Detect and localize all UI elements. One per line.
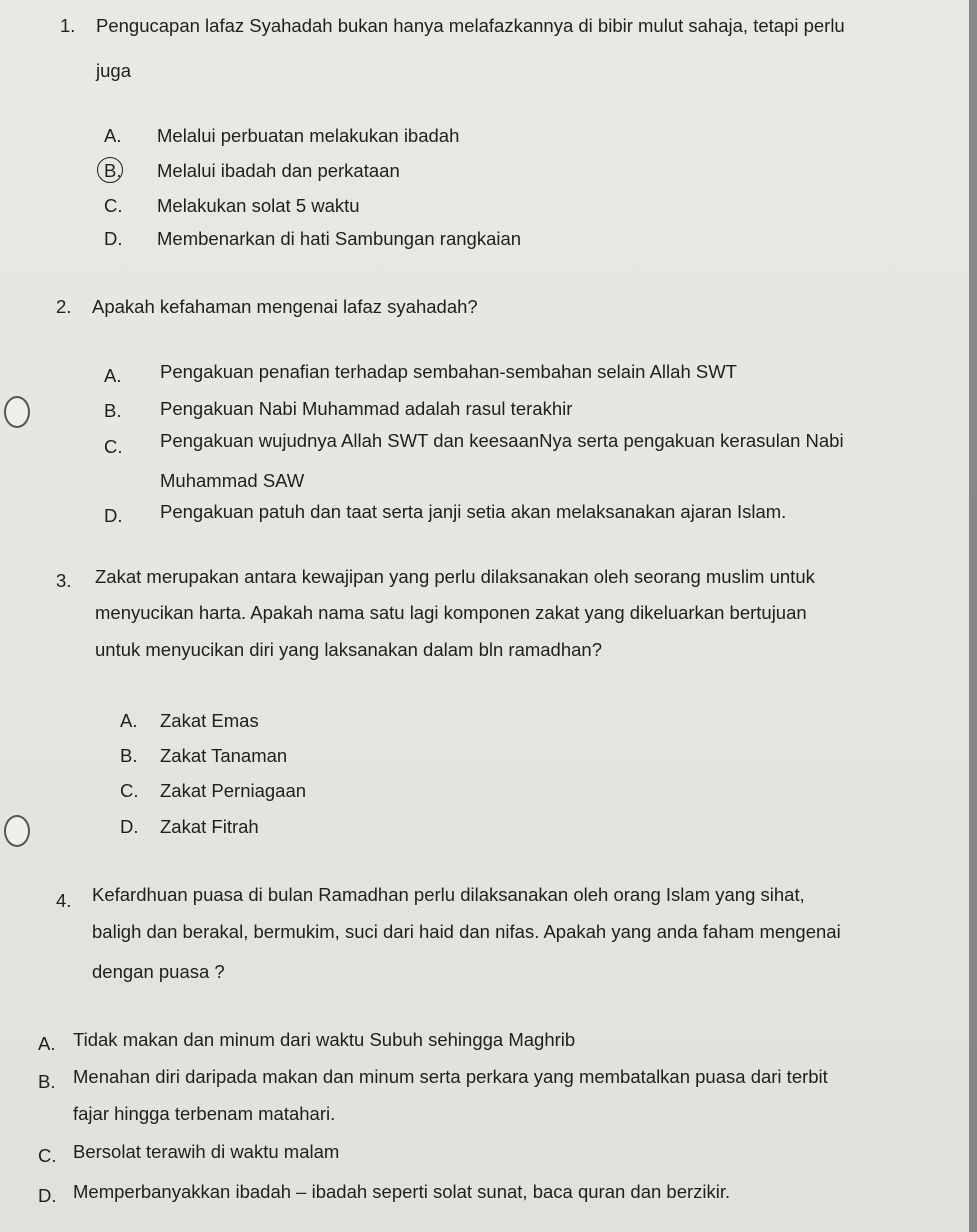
q1-option-a-letter: A. bbox=[104, 125, 122, 146]
q4-option-b-text-line2: fajar hingga terbenam matahari. bbox=[73, 1103, 336, 1124]
q2-option-b-letter: B. bbox=[104, 400, 122, 421]
q4-option-b-text-line1: Menahan diri daripada makan dan minum serta perkara yang membatalkan puasa dari terbit bbox=[73, 1066, 828, 1087]
q3-number: 3. bbox=[56, 570, 72, 591]
q2-option-c-text-line1: Pengakuan wujudnya Allah SWT dan keesaanNya serta pengakuan kerasulan Nabi bbox=[160, 430, 844, 451]
q3-option-b-text: Zakat Tanaman bbox=[160, 745, 288, 766]
q4-option-a-letter: A. bbox=[38, 1033, 56, 1054]
q1-stem-line1: Pengucapan lafaz Syahadah bukan hanya melafazkannya di bibir mulut sahaja, tetapi perlu bbox=[96, 15, 845, 36]
q3-option-d-letter: D. bbox=[120, 816, 139, 837]
q2-option-a-letter: A. bbox=[104, 365, 122, 386]
q4-option-a-text: Tidak makan dan minum dari waktu Subuh sehingga Maghrib bbox=[73, 1029, 576, 1050]
q4-option-d-text: Memperbanyakkan ibadah – ibadah seperti solat sunat, baca quran dan berzikir. bbox=[73, 1181, 731, 1202]
q2-option-b-text: Pengakuan Nabi Muhammad adalah rasul terakhir bbox=[160, 398, 573, 419]
q2-option-d-text: Pengakuan patuh dan taat serta janji setia akan melaksanakan ajaran Islam. bbox=[160, 501, 787, 522]
page-edge-shadow bbox=[969, 0, 977, 1232]
q4-option-c-letter: C. bbox=[38, 1145, 57, 1166]
q3-option-c-text: Zakat Perniagaan bbox=[160, 780, 307, 801]
q3-option-d-text: Zakat Fitrah bbox=[160, 816, 259, 837]
q2-number: 2. bbox=[56, 296, 72, 317]
q1-option-d-text: Membenarkan di hati Sambungan rangkaian bbox=[157, 228, 522, 249]
q2-option-a-text: Pengakuan penafian terhadap sembahan-sembahan selain Allah SWT bbox=[160, 361, 737, 382]
q2-option-d-letter: D. bbox=[104, 505, 123, 526]
q4-option-d-letter: D. bbox=[38, 1185, 57, 1206]
q4-stem-line2: baligh dan berakal, bermukim, suci dari haid dan nifas. Apakah yang anda faham mengenai bbox=[92, 921, 841, 942]
q1-option-c-letter: C. bbox=[104, 195, 123, 216]
q3-option-b-letter: B. bbox=[120, 745, 138, 766]
binder-hole bbox=[4, 396, 30, 428]
q2-option-c-letter: C. bbox=[104, 436, 123, 457]
q1-option-c-text: Melakukan solat 5 waktu bbox=[157, 195, 360, 216]
q1-stem-line2: juga bbox=[96, 60, 131, 81]
q3-stem-line1: Zakat merupakan antara kewajipan yang perlu dilaksanakan oleh seorang muslim untuk bbox=[95, 566, 815, 587]
q1-option-b-letter: B. bbox=[104, 160, 122, 181]
q4-option-c-text: Bersolat terawih di waktu malam bbox=[73, 1141, 340, 1162]
q2-stem-line1: Apakah kefahaman mengenai lafaz syahadah? bbox=[92, 296, 478, 317]
q3-option-a-text: Zakat Emas bbox=[160, 710, 259, 731]
q1-number: 1. bbox=[60, 15, 76, 36]
q3-stem-line2: menyucikan harta. Apakah nama satu lagi komponen zakat yang dikeluarkan bertujuan bbox=[95, 602, 807, 623]
q1-option-a-text: Melalui perbuatan melakukan ibadah bbox=[157, 125, 460, 146]
q4-stem-line3: dengan puasa ? bbox=[92, 961, 225, 982]
q4-option-b-letter: B. bbox=[38, 1071, 56, 1092]
q3-stem-line3: untuk menyucikan diri yang laksanakan dalam bln ramadhan? bbox=[95, 639, 602, 660]
q4-number: 4. bbox=[56, 890, 72, 911]
q4-stem-line1: Kefardhuan puasa di bulan Ramadhan perlu dilaksanakan oleh orang Islam yang sihat, bbox=[92, 884, 805, 905]
binder-hole bbox=[4, 815, 30, 847]
q3-option-c-letter: C. bbox=[120, 780, 139, 801]
q2-option-c-text-line2: Muhammad SAW bbox=[160, 470, 305, 491]
q1-option-d-letter: D. bbox=[104, 228, 123, 249]
q3-option-a-letter: A. bbox=[120, 710, 138, 731]
q1-option-b-text: Melalui ibadah dan perkataan bbox=[157, 160, 400, 181]
